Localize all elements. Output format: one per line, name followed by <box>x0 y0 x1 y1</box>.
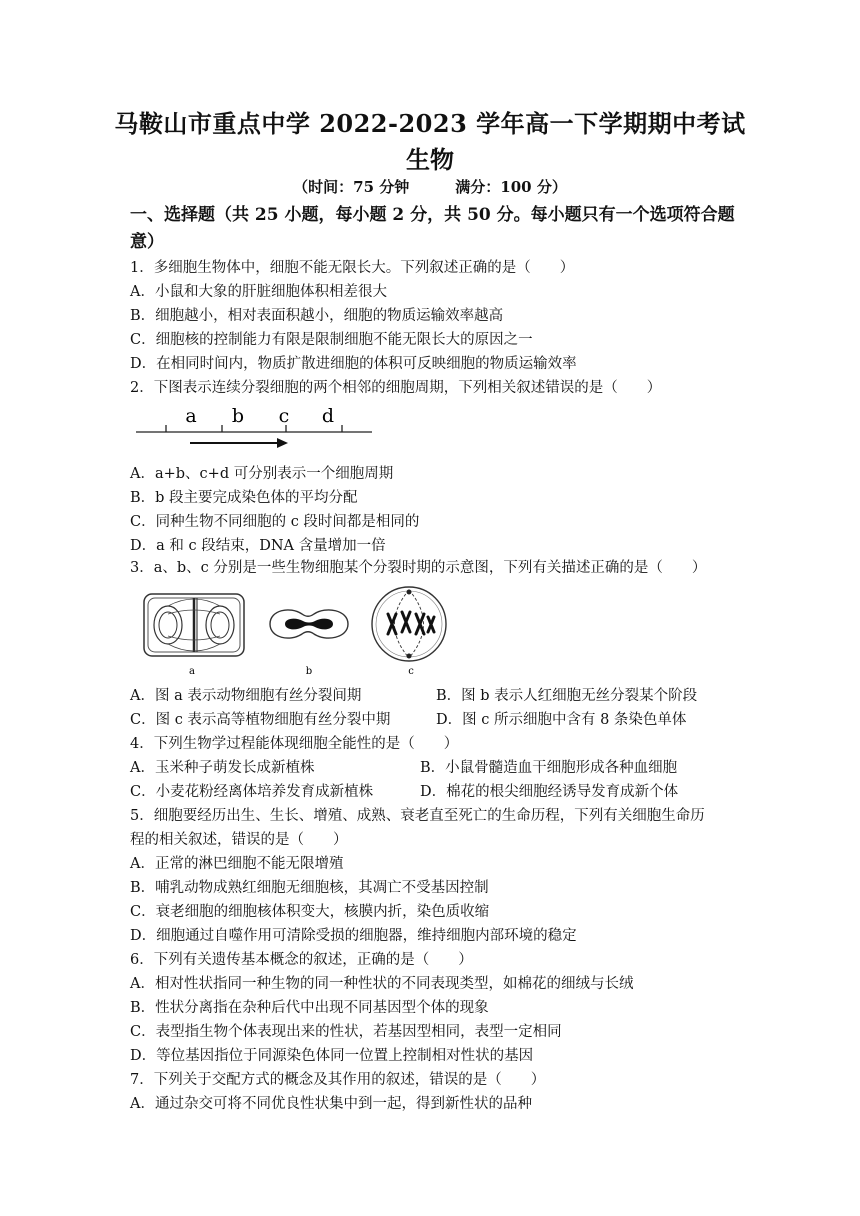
plant-cell-diagram <box>144 594 244 677</box>
option-a: A．图 a 表示动物细胞有丝分裂间期 <box>130 688 362 704</box>
option-a: A．小鼠和大象的肝脏细胞体积相差很大 <box>130 284 387 300</box>
exam-meta <box>0 176 860 197</box>
figure-label-c: c <box>408 666 414 677</box>
option-c: C．表型指生物个体表现出来的性状，若基因型相同，表型一定相同 <box>130 1024 562 1040</box>
question-stem: 4．下列生物学过程能体现细胞全能性的是（ ） <box>130 736 459 752</box>
question-stem: 1．多细胞生物体中，细胞不能无限长大。下列叙述正确的是（ ） <box>130 260 575 276</box>
option-d: D．图 c 所示细胞中含有 8 条染色单体 <box>436 712 687 728</box>
segment-label-d: d <box>321 405 335 427</box>
question-stem: 7．下列关于交配方式的概念及其作用的叙述，错误的是（ ） <box>130 1072 546 1088</box>
option-c: C．图 c 表示高等植物细胞有丝分裂中期 <box>130 712 391 728</box>
option-b: B．细胞越小，相对表面积越小，细胞的物质运输效率越高 <box>130 308 504 324</box>
question-stem-cont: 程的相关叙述，错误的是（ ） <box>130 832 348 848</box>
option-a: A．通过杂交可将不同优良性状集中到一起，得到新性状的品种 <box>130 1096 532 1112</box>
direction-arrow-icon <box>277 438 288 448</box>
exam-time: （时间：75 分钟 <box>293 178 410 196</box>
question-stem: 2．下图表示连续分裂细胞的两个相邻的细胞周期，下列相关叙述错误的是（ ） <box>130 380 662 396</box>
cell-cycle-figure <box>136 402 376 450</box>
animal-cell-diagram <box>372 587 446 677</box>
figure-label-a: a <box>189 666 195 677</box>
exam-title: 马鞍山市重点中学 2022-2023 学年高一下学期期中考试 <box>114 109 746 138</box>
option-a: A．a+b、c+d 可分别表示一个细胞周期 <box>130 466 394 482</box>
cell-division-figure <box>140 584 460 680</box>
question-stem: 5．细胞要经历出生、生长、增殖、成熟、衰老直至死亡的生命历程，下列有关细胞生命历 <box>130 808 705 824</box>
figure-label-b: b <box>305 666 313 677</box>
segment-label-c: c <box>278 405 290 427</box>
option-c: C．同种生物不同细胞的 c 段时间都是相同的 <box>130 514 420 530</box>
option-d: D．a 和 c 段结束，DNA 含量增加一倍 <box>130 538 386 554</box>
option-a: A．正常的淋巴细胞不能无限增殖 <box>130 856 344 872</box>
option-c: C．小麦花粉经离体培养发育成新植株 <box>130 784 374 800</box>
option-a: A．玉米种子萌发长成新植株 <box>130 760 315 776</box>
option-d: D．细胞通过自噬作用可清除受损的细胞器，维持细胞内部环境的稳定 <box>130 928 577 944</box>
question-stem: 3．a、b、c 分别是一些生物细胞某个分裂时期的示意图，下列有关描述正确的是（ ） <box>130 560 707 576</box>
option-b: B．图 b 表示人红细胞无丝分裂某个阶段 <box>436 688 698 704</box>
option-b: B．小鼠骨髓造血干细胞形成各种血细胞 <box>420 760 678 776</box>
option-d: D．等位基因指位于同源染色体同一位置上控制相对性状的基因 <box>130 1048 534 1064</box>
option-b: B．哺乳动物成熟红细胞无细胞核，其凋亡不受基因控制 <box>130 880 489 896</box>
exam-score: 满分：100 分） <box>455 178 567 196</box>
question-stem: 6．下列有关遗传基本概念的叙述，正确的是（ ） <box>130 952 473 968</box>
option-d: D．在相同时间内，物质扩散进细胞的体积可反映细胞的物质运输效率 <box>130 356 577 372</box>
exam-subject: 生物 <box>406 145 454 174</box>
section-heading-cont: 意） <box>130 232 164 252</box>
amitosis-cell-diagram <box>270 610 348 677</box>
option-c: C．细胞核的控制能力有限是限制细胞不能无限长大的原因之一 <box>130 332 533 348</box>
option-c: C．衰老细胞的细胞核体积变大，核膜内折，染色质收缩 <box>130 904 490 920</box>
segment-label-a: a <box>185 405 197 427</box>
section-heading: 一、选择题（共 25 小题，每小题 2 分，共 50 分。每小题只有一个选项符合题 <box>130 205 735 225</box>
segment-label-b: b <box>231 405 245 427</box>
option-b: B．性状分离指在杂种后代中出现不同基因型个体的现象 <box>130 1000 489 1016</box>
option-a: A．相对性状指同一种生物的同一种性状的不同表现类型，如棉花的细绒与长绒 <box>130 976 634 992</box>
option-b: B．b 段主要完成染色体的平均分配 <box>130 490 358 506</box>
option-d: D．棉花的根尖细胞经诱导发育成新个体 <box>420 784 679 800</box>
